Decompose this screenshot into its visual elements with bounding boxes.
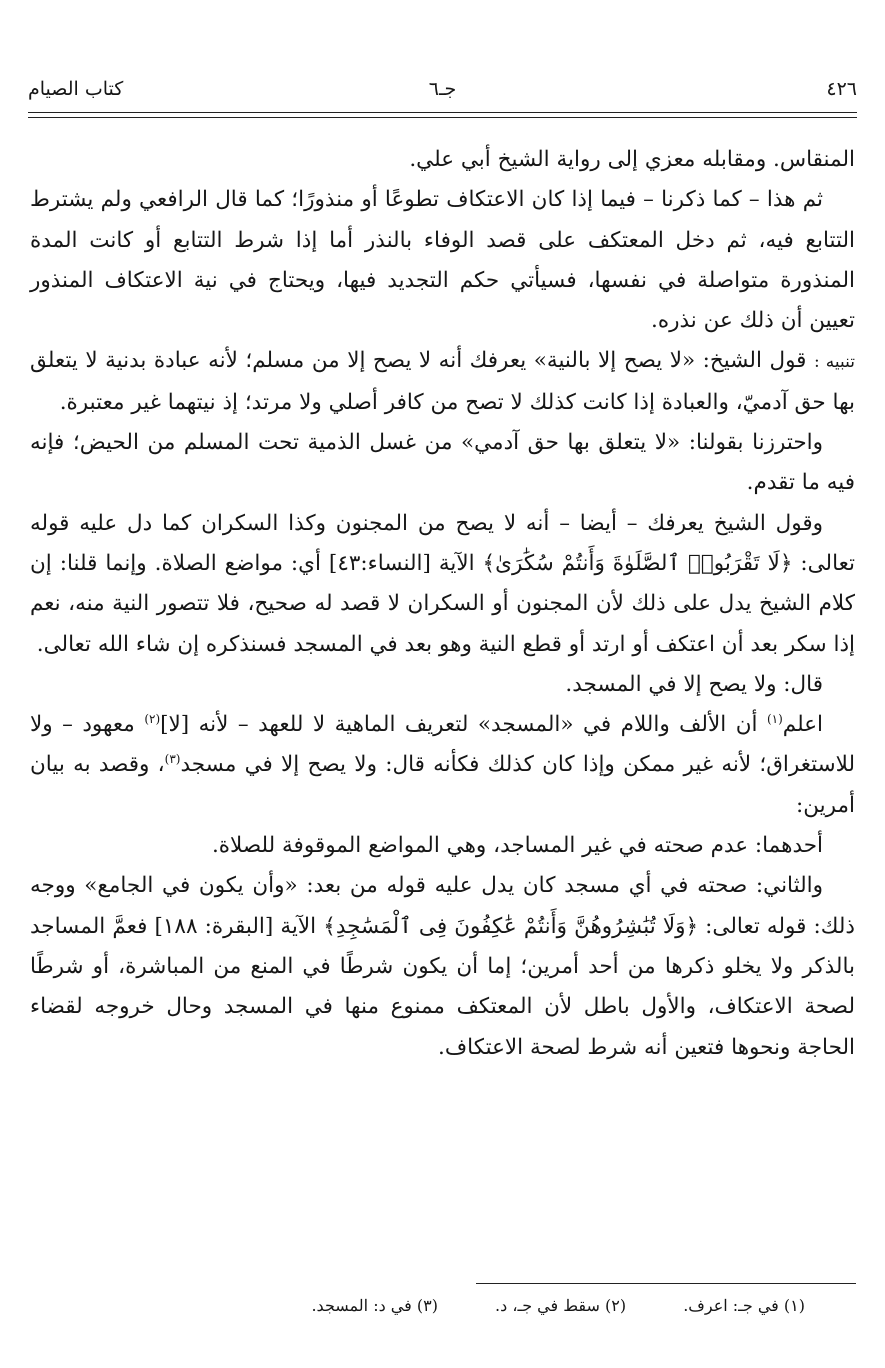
tanbih-label: تنبيه : (813, 352, 855, 373)
header-rule (28, 112, 857, 113)
paragraph-4: واحترزنا بقولنا: «لا يتعلق بها حق آدمي» من غسل الذمية تحت المسلم من الحيض؛ فإنه فيه ما تقدم. (30, 430, 855, 496)
main-text (30, 140, 855, 1068)
paragraph-5: وقول الشيخ يعرفك – أيضا – أنه لا يصح من المجنون وكذا السكران كما دل عليه قوله تعالى: ﴿لَا تَقْرَبُوا۟ ٱلصَّلَوٰةَ وَأَنتُمْ سُكَٰرَىٰ﴾ الآية [النساء:٤٣] أي: مواضع الصلاة. وإنما قلنا: إن كلام الشيخ يدل على ذلك لأن المجنون أو السكران لا قصد له صحيح، فلا تتصور النية منه، نعم إذا سكر بعد أن اعتكف أو ارتد أو قطع النية وهو بعد في المسجد فسنذكره إن شاء الله تعالى. (30, 510, 856, 657)
footnotes (311, 1296, 805, 1315)
footnote-ref-1: (١) (766, 712, 783, 726)
footnote-1: (١) في جـ: اعرف. (683, 1296, 805, 1315)
paragraph-2: ثم هذا – كما ذكرنا – فيما إذا كان الاعتكاف تطوعًا أو منذورًا؛ كما قال الرافعي ولم يشترط التتابع فيه، ثم دخل المعتكف على قصد الوفاء بالنذر أما إذا شرط التتابع أو كانت المدة المنذورة متواصلة في نفسها، فسيأتي حكم التجديد فيها، ويحتاج في نية الاعتكاف المنذور تعيين أن ذلك عن نذره. (30, 187, 855, 334)
paragraph-3 (30, 341, 855, 423)
p7-part-d: ، وقصد به بيان أمرين: (30, 752, 855, 818)
p7-part-c: معهود – ولا للاستغراق؛ لأنه غير ممكن وإذا كان كذلك فكأنه قال: ولا يصح إلا في مسجد (30, 712, 856, 778)
footnote-separator (476, 1283, 856, 1284)
running-header (28, 78, 857, 108)
paragraph-8: أحدهما: عدم صحته في غير المساجد، وهي المواضع الموقوفة للصلاة. (211, 833, 823, 859)
header-rule-secondary (28, 117, 857, 118)
footnote-ref-2: (٢) (144, 712, 161, 726)
book-title: كتاب الصيام (28, 78, 124, 100)
paragraph-6: قال: ولا يصح إلا في المسجد. (565, 671, 823, 697)
footnote-3: (٣) في د: المسجد. (311, 1296, 438, 1315)
p7-part-b: أن الألف واللام في «المسجد» لتعريف الماهية لا للعهد – لأنه [لا] (160, 712, 767, 738)
p7-part-a: اعلم (782, 712, 823, 738)
footnote-2: (٢) سقط في جـ، د. (495, 1296, 627, 1315)
paragraph-7 (30, 705, 855, 826)
footnote-ref-3: (٣) (164, 752, 181, 767)
paragraph-9: والثاني: صحته في أي مسجد كان يدل عليه قوله من بعد: «وأن يكون في الجامع» ووجه ذلك: قوله تعالى: ﴿وَلَا تُبَٰشِرُوهُنَّ وَأَنتُمْ عَٰكِفُونَ فِى ٱلْمَسَٰجِدِ﴾ الآية [البقرة: ١٨٨] فعمَّ المساجد بالذكر ولا يخلو ذكرها من أحد أمرين؛ إما أن يكون شرطًا في المنع من المباشرة، أو شرطًا لصحة الاعتكاف، والأول باطل لأن المعتكف ممنوع منها في المسجد وحال خروجه لقضاء الحاجة ونحوها فتعين أنه شرط لصحة الاعتكاف. (30, 873, 856, 1060)
paragraph-3-text: قول الشيخ: «لا يصح إلا بالنية» يعرفك أنه لا يصح إلا من مسلم؛ لأنه عبادة بدنية لا يتعلق بها حق آدميّ، والعبادة إذا كانت كذلك لا تصح من كافر أصلي ولا مرتد؛ إذ نيتهما غير معتبرة. (30, 348, 855, 415)
page-number: ٤٢٦ (826, 78, 857, 100)
paragraph-1: المنقاس. ومقابله معزي إلى رواية الشيخ أبي علي. (409, 147, 855, 172)
volume-label: جـ٦ (428, 78, 457, 100)
